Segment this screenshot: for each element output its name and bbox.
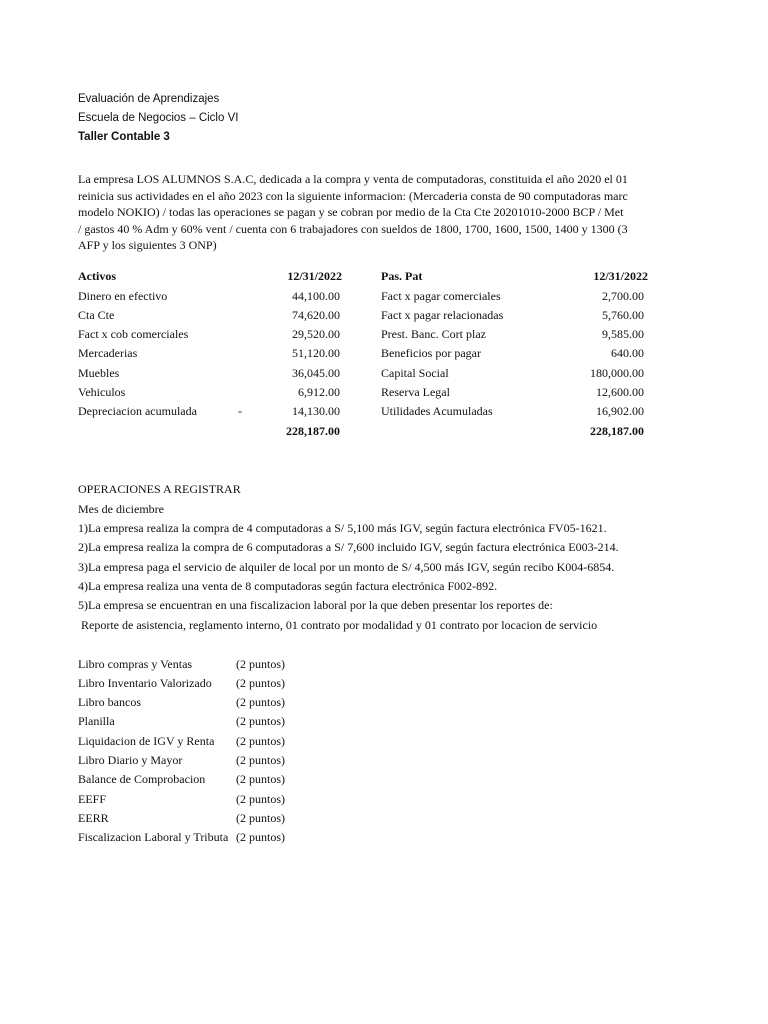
operation-item: 1)La empresa realiza la compra de 4 computadoras a S/ 5,100 más IGV, según factura electrónica FV05-1621. bbox=[78, 521, 607, 535]
criterion-name: Libro compras y Ventas bbox=[78, 657, 193, 671]
criterion-name: Libro Diario y Mayor bbox=[78, 753, 183, 767]
criterion-points: (2 puntos) bbox=[236, 734, 285, 748]
criterion-points: (2 puntos) bbox=[236, 811, 285, 825]
operations-month: Mes de diciembre bbox=[78, 502, 164, 516]
criterion-name: Libro bancos bbox=[78, 695, 141, 709]
liabilities-total: 228,187.00 bbox=[590, 424, 644, 438]
criterion-points: (2 puntos) bbox=[236, 714, 285, 728]
criterion-name: EEFF bbox=[78, 792, 107, 806]
assets-date-header: 12/31/2022 bbox=[287, 269, 342, 283]
school-name: Escuela de Negocios – Ciclo VI bbox=[78, 112, 239, 124]
liability-label: Fact x pagar comerciales bbox=[381, 289, 501, 303]
assets-total: 228,187.00 bbox=[286, 424, 340, 438]
liability-value: 9,585.00 bbox=[602, 327, 644, 341]
liability-label: Capital Social bbox=[381, 366, 449, 380]
operation-item: Reporte de asistencia, reglamento interno, 01 contrato por modalidad y 01 contrato por locacion de servicio bbox=[78, 618, 598, 632]
liabilities-date-header: 12/31/2022 bbox=[593, 269, 648, 283]
liability-value: 2,700.00 bbox=[602, 289, 644, 303]
intro-line: AFP y los siguientes 3 ONP) bbox=[78, 238, 217, 252]
criterion-name: Balance de Comprobacion bbox=[78, 772, 206, 786]
asset-label: Muebles bbox=[78, 366, 120, 380]
criterion-name: Liquidacion de IGV y Renta bbox=[78, 734, 215, 748]
criterion-points: (2 puntos) bbox=[236, 753, 285, 767]
liability-value: 5,760.00 bbox=[602, 308, 644, 322]
asset-label: Fact x cob comerciales bbox=[78, 327, 189, 341]
criterion-points: (2 puntos) bbox=[236, 695, 285, 709]
asset-value: 6,912.00 bbox=[298, 385, 340, 399]
assets-header: Activos bbox=[78, 269, 116, 283]
criterion-name: Fiscalizacion Laboral y Tributa bbox=[78, 830, 229, 844]
criterion-name: Planilla bbox=[78, 714, 115, 728]
liability-label: Prest. Banc. Cort plaz bbox=[381, 327, 486, 341]
asset-value: 36,045.00 bbox=[292, 366, 340, 380]
liability-label: Fact x pagar relacionadas bbox=[381, 308, 504, 322]
liability-label: Utilidades Acumuladas bbox=[381, 404, 493, 418]
asset-label: Depreciacion acumulada bbox=[78, 404, 197, 418]
liability-value: 180,000.00 bbox=[590, 366, 644, 380]
asset-value: 29,520.00 bbox=[292, 327, 340, 341]
asset-sign: - bbox=[238, 404, 242, 418]
liability-label: Beneficios por pagar bbox=[381, 346, 481, 360]
criterion-name: EERR bbox=[78, 811, 109, 825]
asset-value: 74,620.00 bbox=[292, 308, 340, 322]
intro-line: La empresa LOS ALUMNOS S.A.C, dedicada a la compra y venta de computadoras, constituida el año 2020 el 01 bbox=[78, 172, 628, 186]
operation-item: 3)La empresa paga el servicio de alquiler de local por un monto de S/ 4,500 más IGV, según recibo K004-6854. bbox=[78, 560, 615, 574]
course-evaluation-title: Evaluación de Aprendizajes bbox=[78, 93, 220, 105]
workshop-title: Taller Contable 3 bbox=[78, 131, 170, 143]
asset-value: 44,100.00 bbox=[292, 289, 340, 303]
asset-label: Vehiculos bbox=[78, 385, 126, 399]
criterion-points: (2 puntos) bbox=[236, 830, 285, 844]
operation-item: 4)La empresa realiza una venta de 8 computadoras según factura electrónica F002-892. bbox=[78, 579, 498, 593]
operation-item: 5)La empresa se encuentran en una fiscalizacion laboral por la que deben presentar los reportes de: bbox=[78, 598, 553, 612]
asset-label: Mercaderias bbox=[78, 346, 138, 360]
intro-line: reinicia sus actividades en el año 2023 con la siguiente informacion: (Mercaderia consta de 90 computadoras marc bbox=[78, 188, 628, 203]
criterion-name: Libro Inventario Valorizado bbox=[78, 676, 212, 690]
criterion-points: (2 puntos) bbox=[236, 772, 285, 786]
liability-value: 16,902.00 bbox=[596, 404, 644, 418]
liability-value: 12,600.00 bbox=[596, 385, 644, 399]
operation-item: 2)La empresa realiza la compra de 6 computadoras a S/ 7,600 incluido IGV, según factura electrónica E003-214. bbox=[78, 540, 619, 554]
criterion-points: (2 puntos) bbox=[236, 657, 285, 671]
criterion-points: (2 puntos) bbox=[236, 676, 285, 690]
liability-label: Reserva Legal bbox=[381, 385, 450, 399]
criterion-points: (2 puntos) bbox=[236, 792, 285, 806]
intro-paragraph bbox=[78, 171, 768, 254]
liabilities-header: Pas. Pat bbox=[381, 269, 423, 283]
asset-label: Dinero en efectivo bbox=[78, 289, 168, 303]
operations-title: OPERACIONES A REGISTRAR bbox=[78, 482, 241, 496]
asset-label: Cta Cte bbox=[78, 308, 115, 322]
asset-value: 51,120.00 bbox=[292, 346, 340, 360]
asset-value: 14,130.00 bbox=[292, 404, 340, 418]
liability-value: 640.00 bbox=[611, 346, 644, 360]
intro-line: modelo NOKIO) / todas las operaciones se pagan y se cobran por medio de la Cta Cte 20201010-2000 BCP / Met bbox=[78, 205, 624, 219]
intro-line: / gastos 40 % Adm y 60% vent / cuenta con 6 trabajadores con sueldos de 1800, 1700, 1600, 1500, 1400 y 1300 (3 bbox=[78, 221, 628, 236]
